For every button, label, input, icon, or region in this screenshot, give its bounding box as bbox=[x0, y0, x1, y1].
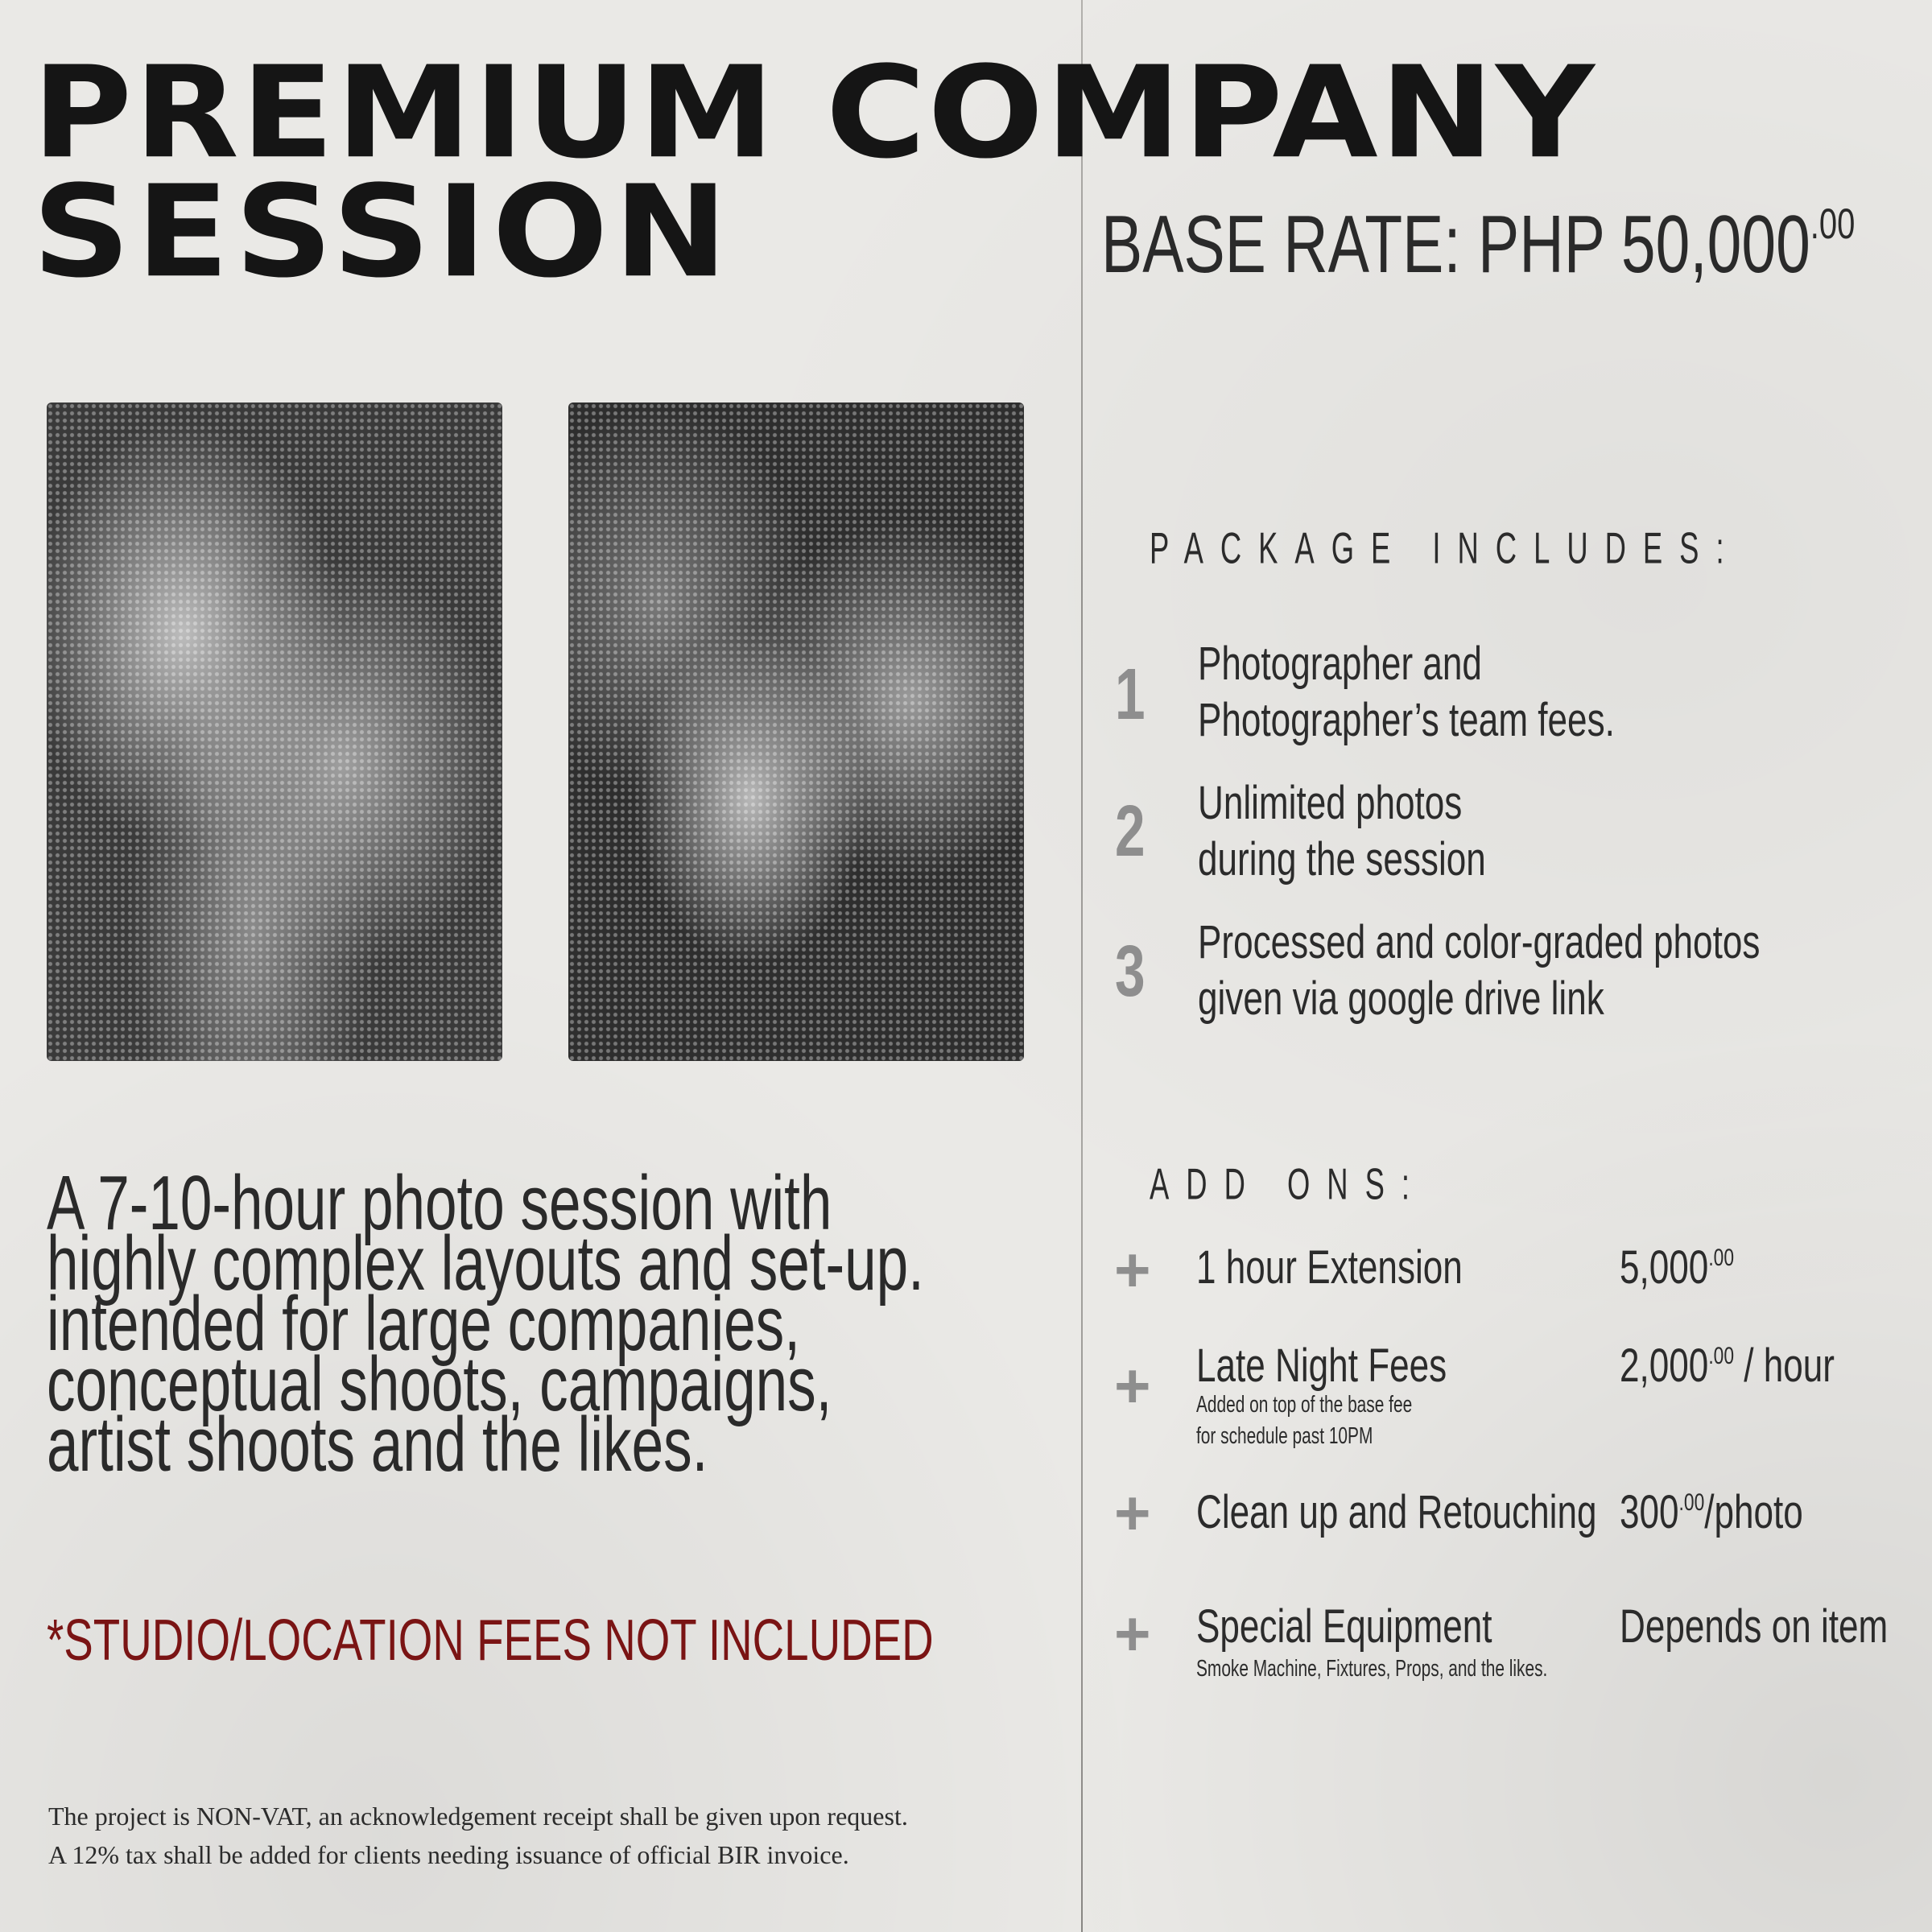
plus-icon: + bbox=[1114, 1477, 1151, 1548]
description-line-5: artist shoots and the likes. bbox=[47, 1402, 708, 1488]
plus-icon: + bbox=[1114, 1598, 1151, 1669]
addon-2-name: Late Night Fees bbox=[1196, 1340, 1447, 1392]
description-line-4: conceptual shoots, campaigns, bbox=[47, 1341, 832, 1427]
plus-icon: + bbox=[1114, 1234, 1151, 1305]
addon-2-price-value: 2,000 bbox=[1620, 1340, 1709, 1392]
description-line-2: highly complex layouts and set-up. bbox=[47, 1220, 924, 1307]
addon-4-note bbox=[1196, 1653, 1547, 1685]
addon-4-note-line-1: Smoke Machine, Fixtures, Props, and the likes. bbox=[1196, 1656, 1548, 1682]
addon-1-price-cents: .00 bbox=[1708, 1245, 1735, 1271]
package-item-3 bbox=[1198, 914, 1760, 1027]
addon-2-price-cents: .00 bbox=[1708, 1343, 1735, 1369]
addon-3-price-value: 300 bbox=[1620, 1486, 1679, 1538]
addon-4-name: Special Equipment bbox=[1196, 1600, 1492, 1653]
tax-footer bbox=[48, 1797, 908, 1874]
description-line-3: intended for large companies, bbox=[47, 1281, 800, 1367]
package-item-2 bbox=[1198, 775, 1486, 888]
package-item-2-line-2: during the session bbox=[1198, 833, 1486, 886]
plus-icon: + bbox=[1114, 1350, 1151, 1421]
description-line-1: A 7-10-hour photo session with bbox=[47, 1160, 832, 1246]
package-item-2-line-1: Unlimited photos bbox=[1198, 777, 1463, 829]
footer-line-2: A 12% tax shall be added for clients needing issuance of official BIR invoice. bbox=[48, 1840, 849, 1869]
paper-fold bbox=[1081, 0, 1083, 1932]
package-item-1-number: 1 bbox=[1115, 654, 1146, 735]
addon-3-price-suffix: /photo bbox=[1704, 1486, 1803, 1538]
studio-fees-disclaimer: *STUDIO/LOCATION FEES NOT INCLUDED bbox=[47, 1608, 934, 1673]
base-rate bbox=[1101, 199, 1856, 291]
addon-3-name: Clean up and Retouching bbox=[1196, 1486, 1597, 1538]
addon-1-price-value: 5,000 bbox=[1620, 1241, 1709, 1294]
addon-4-price: Depends on item bbox=[1620, 1600, 1889, 1653]
addon-2-price-suffix: / hour bbox=[1734, 1340, 1835, 1392]
footer-line-1: The project is NON-VAT, an acknowledgement receipt shall be given upon request. bbox=[48, 1802, 908, 1831]
package-item-1-line-1: Photographer and bbox=[1198, 638, 1482, 690]
add-ons-label: ADD ONS: bbox=[1150, 1160, 1426, 1209]
addon-2-note-line-2: for schedule past 10PM bbox=[1196, 1423, 1373, 1449]
package-item-3-number: 3 bbox=[1115, 931, 1146, 1012]
base-rate-cents: .00 bbox=[1810, 200, 1856, 248]
photo-group-shot-2 bbox=[568, 402, 1024, 1061]
package-item-3-line-2: given via google drive link bbox=[1198, 972, 1604, 1025]
title-line-1: PREMIUM COMPANY bbox=[32, 39, 1597, 188]
addon-1-name: 1 hour Extension bbox=[1196, 1241, 1463, 1294]
addon-2-note bbox=[1196, 1389, 1412, 1452]
photo-group-shot-1 bbox=[47, 402, 502, 1061]
addon-2-note-line-1: Added on top of the base fee bbox=[1196, 1392, 1413, 1418]
package-includes-label: PACKAGE INCLUDES: bbox=[1150, 524, 1741, 573]
session-description bbox=[47, 1143, 924, 1488]
addon-3-price bbox=[1620, 1486, 1803, 1538]
base-rate-label: BASE RATE: PHP 50,000 bbox=[1101, 199, 1810, 291]
addon-3-price-cents: .00 bbox=[1678, 1489, 1705, 1516]
package-item-1-line-2: Photographer’s team fees. bbox=[1198, 694, 1615, 746]
addon-2-price bbox=[1620, 1340, 1835, 1392]
package-item-1 bbox=[1198, 636, 1615, 749]
title-line-2: SESSION bbox=[32, 159, 733, 307]
package-item-3-line-1: Processed and color-graded photos bbox=[1198, 916, 1761, 968]
addon-1-price bbox=[1620, 1241, 1735, 1294]
package-item-2-number: 2 bbox=[1115, 791, 1146, 872]
